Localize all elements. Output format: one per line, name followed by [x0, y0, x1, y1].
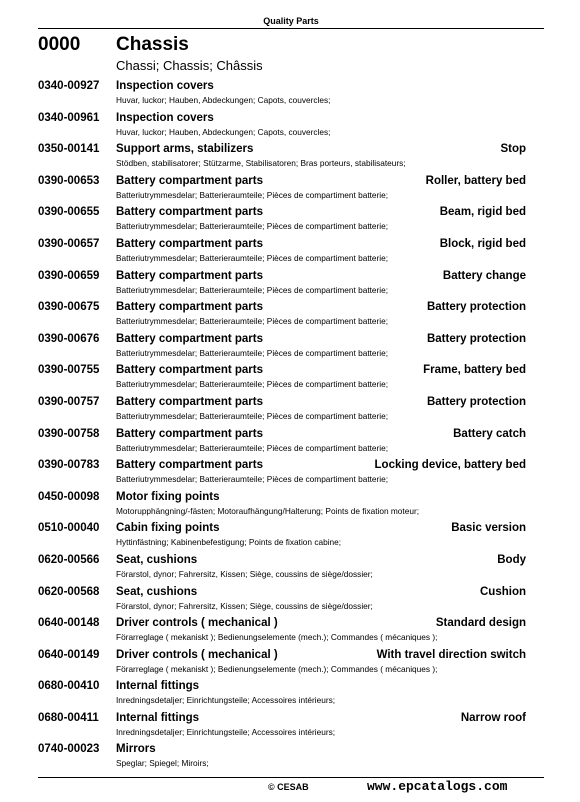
part-code: 0680-00411 — [38, 711, 99, 724]
part-title: Battery compartment parts — [116, 269, 263, 282]
list-item — [38, 301, 526, 333]
list-item — [38, 333, 526, 365]
part-description: Batteriutrymmesdelar; Batterieraumteile; Pièces de compartiment batterie; — [116, 347, 389, 358]
part-description: Batteriutrymmesdelar; Batterieraumteile; Pièces de compartiment batterie; — [116, 442, 389, 453]
list-item — [38, 491, 526, 523]
part-title: Driver controls ( mechanical ) — [116, 617, 278, 630]
brand-logo: © CESAB — [268, 782, 309, 792]
part-description: Stödben, stabilisatorer; Stützarme, Stabilisatoren; Bras porteurs, stabilisateurs; — [116, 158, 406, 169]
part-code: 0340-00961 — [38, 111, 100, 124]
part-title: Mirrors — [116, 743, 156, 756]
part-description: Huvar, luckor; Hauben, Abdeckungen; Capots, couvercles; — [116, 126, 331, 137]
part-code: 0510-00040 — [38, 522, 100, 535]
part-title: Battery compartment parts — [116, 174, 263, 187]
list-item — [38, 396, 526, 428]
list-item — [38, 428, 526, 460]
part-description: Förarstol, dynor; Fahrersitz, Kissen; Siège, coussins de siège/dossier; — [116, 568, 373, 579]
part-title: Seat, cushions — [116, 585, 198, 598]
part-variant: Cushion — [480, 585, 526, 598]
list-item — [38, 459, 526, 491]
part-description: Batteriutrymmesdelar; Batterieraumteile; Pièces de compartiment batterie; — [116, 474, 389, 485]
parts-list — [38, 80, 526, 775]
part-code: 0640-00149 — [38, 648, 100, 661]
part-title: Battery compartment parts — [116, 427, 263, 440]
part-description: Batteriutrymmesdelar; Batterieraumteile; Pièces de compartiment batterie; — [116, 379, 389, 390]
part-variant: Battery catch — [453, 427, 526, 440]
list-item — [38, 206, 526, 238]
part-code: 0390-00657 — [38, 237, 100, 250]
footer-url: www.epcatalogs.com — [367, 779, 508, 794]
part-description: Förarreglage ( mekaniskt ); Bedienungselemente (mech.); Commandes ( mécaniques ); — [116, 632, 438, 643]
part-description: Hyttinfästning; Kabinenbefestigung; Points de fixation cabine; — [116, 537, 342, 548]
part-title: Internal fittings — [116, 680, 200, 693]
list-item — [38, 143, 526, 175]
part-variant: Block, rigid bed — [439, 237, 526, 250]
part-title: Battery compartment parts — [116, 395, 263, 408]
part-title: Battery compartment parts — [116, 237, 263, 250]
list-item — [38, 743, 526, 775]
part-description: Batteriutrymmesdelar; Batterieraumteile; Pièces de compartiment batterie; — [116, 189, 389, 200]
part-variant: Standard design — [435, 617, 526, 630]
list-item — [38, 712, 526, 744]
part-code: 0620-00568 — [38, 585, 100, 598]
part-code: 0390-00783 — [38, 459, 100, 472]
part-title: Motor fixing points — [116, 490, 220, 503]
part-variant: Roller, battery bed — [425, 174, 526, 187]
part-title: Inspection covers — [116, 80, 214, 92]
part-description: Batteriutrymmesdelar; Batterieraumteile; Pièces de compartiment batterie; — [116, 316, 389, 327]
part-code: 0390-00676 — [38, 332, 100, 345]
part-title: Battery compartment parts — [116, 364, 263, 377]
part-variant: Battery protection — [426, 395, 526, 408]
part-code: 0620-00566 — [38, 553, 100, 566]
part-variant: Narrow roof — [460, 711, 526, 724]
part-code: 0640-00148 — [38, 617, 100, 630]
part-description: Batteriutrymmesdelar; Batterieraumteile; Pièces de compartiment batterie; — [116, 221, 389, 232]
list-item — [38, 175, 526, 207]
list-item — [38, 112, 526, 144]
part-code: 0390-00659 — [38, 269, 100, 282]
part-title: Battery compartment parts — [116, 301, 263, 314]
part-variant: Locking device, battery bed — [374, 459, 526, 472]
part-variant: Battery change — [442, 269, 526, 282]
part-code: 0390-00675 — [38, 301, 100, 314]
list-item — [38, 364, 526, 396]
part-variant: Frame, battery bed — [423, 364, 526, 377]
part-variant: Stop — [500, 143, 526, 156]
part-code: 0740-00023 — [38, 743, 100, 756]
part-description: Förarstol, dynor; Fahrersitz, Kissen; Siège, coussins de siège/dossier; — [116, 600, 373, 611]
part-description: Speglar; Spiegel; Miroirs; — [116, 758, 209, 769]
part-title: Inspection covers — [116, 111, 214, 124]
list-item — [38, 649, 526, 681]
section-title: Chassis — [116, 34, 189, 55]
part-variant: Battery protection — [426, 332, 526, 345]
part-description: Batteriutrymmesdelar; Batterieraumteile; Pièces de compartiment batterie; — [116, 284, 389, 295]
section-subtitle: Chassi; Chassis; Châssis — [116, 58, 263, 73]
part-variant: With travel direction switch — [376, 648, 526, 661]
part-description: Batteriutrymmesdelar; Batterieraumteile; Pièces de compartiment batterie; — [116, 252, 389, 263]
list-item — [38, 522, 526, 554]
part-variant: Battery protection — [426, 301, 526, 314]
part-code: 0450-00098 — [38, 490, 100, 503]
list-item — [38, 80, 526, 112]
part-title: Seat, cushions — [116, 553, 198, 566]
part-title: Internal fittings — [116, 711, 200, 724]
list-item — [38, 586, 526, 618]
part-title: Battery compartment parts — [116, 332, 263, 345]
part-code: 0340-00927 — [38, 80, 100, 92]
list-item — [38, 238, 526, 270]
part-description: Motorupphängning/-fästen; Motoraufhängung/Halterung; Points de fixation moteur; — [116, 505, 420, 516]
part-title: Battery compartment parts — [116, 459, 263, 472]
list-item — [38, 680, 526, 712]
part-code: 0390-00757 — [38, 395, 100, 408]
part-code: 0390-00758 — [38, 427, 100, 440]
part-title: Cabin fixing points — [116, 522, 220, 535]
part-description: Inredningsdetaljer; Einrichtungsteile; Accessoires intérieurs; — [116, 695, 336, 706]
part-description: Huvar, luckor; Hauben, Abdeckungen; Capots, couvercles; — [116, 95, 331, 105]
list-item — [38, 554, 526, 586]
part-title: Support arms, stabilizers — [116, 143, 254, 156]
part-description: Förarreglage ( mekaniskt ); Bedienungselemente (mech.); Commandes ( mécaniques ); — [116, 663, 438, 674]
list-item — [38, 270, 526, 302]
part-title: Driver controls ( mechanical ) — [116, 648, 278, 661]
part-code: 0390-00655 — [38, 206, 100, 219]
part-code: 0680-00410 — [38, 680, 100, 693]
part-code: 0390-00755 — [38, 364, 100, 377]
part-variant: Body — [497, 553, 526, 566]
part-description: Inredningsdetaljer; Einrichtungsteile; Accessoires intérieurs; — [116, 726, 336, 737]
part-code: 0350-00141 — [38, 143, 100, 156]
page-header: Quality Parts — [38, 16, 544, 29]
part-code: 0390-00653 — [38, 174, 100, 187]
section-code: 0000 — [38, 34, 81, 55]
part-title: Battery compartment parts — [116, 206, 263, 219]
footer-divider — [38, 777, 544, 778]
part-description: Batteriutrymmesdelar; Batterieraumteile; Pièces de compartiment batterie; — [116, 410, 389, 421]
list-item — [38, 617, 526, 649]
part-variant: Beam, rigid bed — [439, 206, 526, 219]
part-variant: Basic version — [451, 522, 526, 535]
